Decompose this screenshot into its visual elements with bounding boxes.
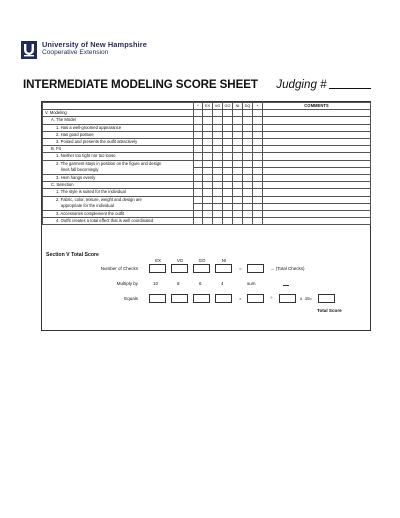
total-checks-box[interactable] (247, 264, 264, 273)
multiplier-ex: 10 (153, 281, 159, 286)
criteria-row (43, 175, 371, 182)
criteria-label: V. Modeling (43, 110, 194, 117)
equals-box-ex[interactable] (149, 294, 166, 303)
score-cell[interactable] (203, 175, 213, 182)
comment-cell[interactable] (263, 218, 371, 225)
score-cell[interactable] (194, 175, 203, 182)
comment-cell[interactable] (263, 160, 371, 167)
criteria-row (43, 110, 371, 117)
criteria-label: A. The Model (43, 117, 194, 124)
score-cell[interactable] (243, 218, 253, 225)
equals-label: Equals (124, 296, 138, 301)
score-cell[interactable] (233, 203, 243, 210)
score-cell[interactable] (253, 189, 263, 196)
comment-cell[interactable] (263, 146, 371, 153)
score-cell[interactable] (213, 160, 223, 167)
score-cell[interactable] (213, 124, 223, 131)
sum-label: sum (247, 281, 256, 286)
total-header-ni: NI (221, 258, 227, 263)
score-cell[interactable] (213, 175, 223, 182)
score-cell[interactable] (233, 139, 243, 146)
score-cell[interactable] (194, 203, 203, 210)
comment-cell[interactable] (263, 124, 371, 131)
score-cell[interactable] (253, 110, 263, 117)
criteria-label: 1. Neither too tight nor too loose (43, 153, 194, 160)
comment-cell[interactable] (263, 117, 371, 124)
comment-cell[interactable] (263, 182, 371, 189)
score-cell[interactable] (253, 153, 263, 160)
score-cell[interactable] (223, 117, 233, 124)
col-header: GO (223, 103, 233, 110)
score-cell[interactable] (194, 110, 203, 117)
divisor-box[interactable] (279, 294, 296, 303)
score-cell[interactable] (223, 182, 233, 189)
score-cell[interactable] (203, 117, 213, 124)
multiplier-ni: 4 (221, 281, 224, 286)
score-cell[interactable] (213, 210, 223, 217)
score-cell[interactable] (203, 218, 213, 225)
col-header: VG (213, 103, 223, 110)
score-cell[interactable] (233, 210, 243, 217)
score-cell[interactable] (194, 131, 203, 138)
score-cell[interactable] (243, 131, 253, 138)
score-cell[interactable] (194, 189, 203, 196)
score-cell[interactable] (223, 146, 233, 153)
criteria-header-blank (43, 103, 194, 110)
criteria-row (43, 153, 371, 160)
judging-number-field[interactable] (329, 79, 371, 89)
comment-cell[interactable] (263, 153, 371, 160)
score-cell[interactable] (203, 160, 213, 167)
total-score-label: Total Score (317, 308, 342, 313)
logo-line1: University of New Hampshire (42, 40, 147, 49)
score-cell[interactable] (253, 167, 263, 174)
judging-label: Judging # (276, 78, 327, 91)
score-cell[interactable] (194, 153, 203, 160)
score-cell[interactable] (253, 182, 263, 189)
score-cell[interactable] (223, 131, 233, 138)
score-cell[interactable] (243, 160, 253, 167)
score-cell[interactable] (223, 175, 233, 182)
criteria-label: 2. Has good posture (43, 131, 194, 138)
total-header-vg: VG (176, 258, 184, 263)
divide-sign: ÷ (270, 295, 273, 300)
comment-cell[interactable] (263, 203, 371, 210)
score-sheet (41, 101, 371, 331)
criteria-label: 2. The garment stays in position on the figure and design (43, 160, 194, 167)
score-cell[interactable] (243, 117, 253, 124)
comment-cell[interactable] (263, 210, 371, 217)
comment-cell[interactable] (263, 131, 371, 138)
score-cell[interactable] (203, 110, 213, 117)
criteria-label: 2. Fabric, color, texture, weight and design are (43, 196, 194, 203)
score-cell[interactable] (203, 146, 213, 153)
checks-box-ex[interactable] (149, 264, 166, 273)
criteria-row (43, 210, 371, 217)
score-cell[interactable] (223, 196, 233, 203)
score-cell[interactable] (213, 218, 223, 225)
criteria-label: 1. Has a well-groomed appearance (43, 124, 194, 131)
score-cell[interactable] (253, 218, 263, 225)
criteria-row (43, 167, 371, 174)
criteria-row (43, 182, 371, 189)
comment-cell[interactable] (263, 175, 371, 182)
score-cell[interactable] (194, 146, 203, 153)
score-cell[interactable] (253, 131, 263, 138)
score-cell[interactable] (223, 189, 233, 196)
col-header: * (194, 103, 203, 110)
score-cell[interactable] (233, 146, 243, 153)
col-header: DQ (243, 103, 253, 110)
criteria-label: appropriate for the individual (43, 203, 194, 210)
score-cell[interactable] (253, 139, 263, 146)
score-cell[interactable] (243, 139, 253, 146)
score-cell[interactable] (194, 167, 203, 174)
criteria-row (43, 131, 371, 138)
score-cell[interactable] (233, 110, 243, 117)
score-cell[interactable] (213, 146, 223, 153)
total-header-go: GO (198, 258, 206, 263)
criteria-label: 4. Outfit creates a total effect that is well coordinated (43, 218, 194, 225)
score-cell[interactable] (194, 124, 203, 131)
score-cell[interactable] (253, 203, 263, 210)
criteria-table (42, 102, 371, 225)
score-cell[interactable] (203, 124, 213, 131)
score-cell[interactable] (223, 160, 233, 167)
score-cell[interactable] (213, 189, 223, 196)
score-cell[interactable] (194, 196, 203, 203)
comment-cell[interactable] (263, 189, 371, 196)
score-cell[interactable] (194, 117, 203, 124)
score-cell[interactable] (243, 124, 253, 131)
score-cell[interactable] (253, 160, 263, 167)
score-cell[interactable] (213, 131, 223, 138)
score-cell[interactable] (223, 139, 233, 146)
criteria-row (43, 117, 371, 124)
score-cell[interactable] (253, 117, 263, 124)
comment-cell[interactable] (263, 196, 371, 203)
checks-box-ni[interactable] (215, 264, 232, 273)
score-cell[interactable] (223, 153, 233, 160)
score-cell[interactable] (223, 167, 233, 174)
multiplier-go: 6 (199, 281, 202, 286)
score-cell[interactable] (233, 160, 243, 167)
score-cell[interactable] (223, 210, 233, 217)
score-cell[interactable] (223, 203, 233, 210)
score-cell[interactable] (194, 160, 203, 167)
total-header-ex: EX (155, 258, 161, 263)
score-cell[interactable] (203, 167, 213, 174)
score-cell[interactable] (253, 124, 263, 131)
title-row (23, 75, 363, 93)
score-cell[interactable] (243, 189, 253, 196)
divisor-blank[interactable] (283, 280, 289, 286)
col-header: + (253, 103, 263, 110)
criteria-row (43, 203, 371, 210)
score-cell[interactable] (243, 167, 253, 174)
score-cell[interactable] (233, 131, 243, 138)
criteria-row (43, 189, 371, 196)
criteria-row (43, 139, 371, 146)
table-header-row (43, 103, 371, 110)
checks-box-vg[interactable] (171, 264, 188, 273)
score-cell[interactable] (213, 139, 223, 146)
sum-box[interactable] (247, 294, 264, 303)
score-cell[interactable] (213, 182, 223, 189)
criteria-label: 3. Poised and presents the outfit attractively (43, 139, 194, 146)
score-cell[interactable] (253, 146, 263, 153)
criteria-label: B. Fit (43, 146, 194, 153)
comments-header: COMMENTS (263, 103, 371, 110)
score-cell[interactable] (194, 210, 203, 217)
score-cell[interactable] (243, 175, 253, 182)
score-cell[interactable] (243, 182, 253, 189)
score-cell[interactable] (233, 117, 243, 124)
equals-sign: = (239, 266, 242, 271)
score-cell[interactable] (233, 167, 243, 174)
score-cell[interactable] (203, 210, 213, 217)
total-checks-arrow-label: → (Total Checks) (270, 266, 305, 271)
score-cell[interactable] (243, 153, 253, 160)
criteria-label: C. Selection (43, 182, 194, 189)
criteria-row (43, 146, 371, 153)
score-cell[interactable] (203, 189, 213, 196)
score-cell[interactable] (213, 117, 223, 124)
score-cell[interactable] (243, 196, 253, 203)
criteria-row (43, 124, 371, 131)
score-cell[interactable] (243, 203, 253, 210)
criteria-label: 3. Hem hangs evenly (43, 175, 194, 182)
score-cell[interactable] (203, 203, 213, 210)
score-cell[interactable] (243, 210, 253, 217)
col-header: NI (233, 103, 243, 110)
score-cell[interactable] (194, 182, 203, 189)
score-cell[interactable] (233, 196, 243, 203)
score-cell[interactable] (194, 139, 203, 146)
score-cell[interactable] (223, 110, 233, 117)
criteria-row (43, 218, 371, 225)
score-cell[interactable] (213, 110, 223, 117)
total-section-title: Section V Total Score (46, 252, 99, 258)
criteria-row (43, 196, 371, 203)
total-score-box[interactable] (318, 294, 335, 303)
score-cell[interactable] (203, 182, 213, 189)
score-cell[interactable] (203, 139, 213, 146)
score-cell[interactable] (233, 218, 243, 225)
equals-sign-2: = (239, 296, 242, 301)
score-cell[interactable] (243, 146, 253, 153)
score-cell[interactable] (203, 153, 213, 160)
multiply-factor-label: x .15= (300, 296, 313, 301)
score-cell[interactable] (233, 189, 243, 196)
score-cell[interactable] (213, 153, 223, 160)
score-cell[interactable] (233, 175, 243, 182)
number-of-checks-label: Number of Checks (100, 266, 138, 271)
logo-line2: Cooperative Extension (42, 49, 109, 56)
col-header: EX (203, 103, 213, 110)
checks-box-go[interactable] (193, 264, 210, 273)
equals-box-ni[interactable] (215, 294, 232, 303)
score-cell[interactable] (233, 153, 243, 160)
comment-cell[interactable] (263, 139, 371, 146)
unh-shield-icon (21, 41, 37, 59)
comment-cell[interactable] (263, 110, 371, 117)
criteria-label: 3. Accessories complement the outfit (43, 210, 194, 217)
score-cell[interactable] (253, 175, 263, 182)
page-title: INTERMEDIATE MODELING SCORE SHEET (23, 78, 258, 91)
score-cell[interactable] (253, 210, 263, 217)
score-cell[interactable] (203, 131, 213, 138)
score-cell[interactable] (213, 167, 223, 174)
score-cell[interactable] (194, 218, 203, 225)
comment-cell[interactable] (263, 167, 371, 174)
criteria-label: 1. The style is suited for the individual (43, 189, 194, 196)
score-cell[interactable] (203, 196, 213, 203)
score-cell[interactable] (253, 196, 263, 203)
criteria-row (43, 160, 371, 167)
score-cell[interactable] (233, 124, 243, 131)
score-cell[interactable] (243, 110, 253, 117)
score-cell[interactable] (223, 218, 233, 225)
equals-box-go[interactable] (193, 294, 210, 303)
criteria-label: lines fall becomingly (43, 167, 194, 174)
score-cell[interactable] (223, 124, 233, 131)
score-cell[interactable] (213, 196, 223, 203)
multiplier-vg: 8 (177, 281, 180, 286)
score-cell[interactable] (233, 182, 243, 189)
score-cell[interactable] (213, 203, 223, 210)
unh-logo (21, 41, 147, 59)
multiply-by-label: Multiply by (116, 281, 138, 286)
equals-box-vg[interactable] (171, 294, 188, 303)
